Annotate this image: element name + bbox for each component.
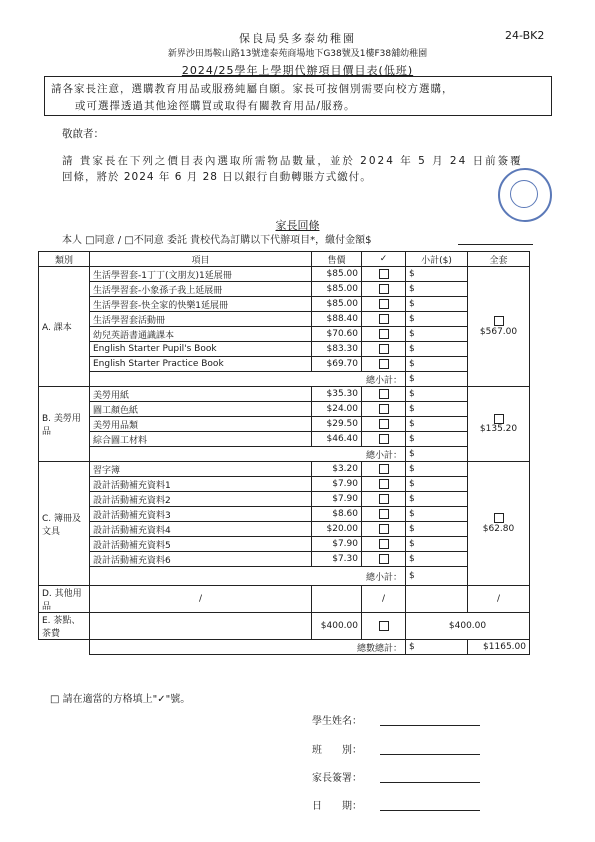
item-name: 生活學習套活動冊 — [90, 312, 312, 327]
item-price: $35.30 — [312, 387, 362, 402]
item-subtotal[interactable]: $ — [406, 297, 468, 312]
item-checkbox[interactable] — [379, 314, 389, 324]
salutation: 敬啟者： — [62, 128, 104, 140]
grand-total-row — [39, 640, 530, 655]
form-code: 24-BK2 — [505, 29, 545, 42]
other-set: / — [468, 586, 530, 613]
item-subtotal[interactable]: $ — [406, 402, 468, 417]
item-name: 圖工顏色紙 — [90, 402, 312, 417]
item-price: $85.00 — [312, 282, 362, 297]
set-checkbox[interactable] — [494, 513, 504, 523]
parent-sign-field[interactable] — [380, 781, 480, 783]
item-checkbox[interactable] — [379, 404, 389, 414]
item-checkbox[interactable] — [379, 299, 389, 309]
item-checkbox[interactable] — [379, 554, 389, 564]
item-checkbox[interactable] — [379, 419, 389, 429]
other-check: / — [362, 586, 406, 613]
tea-price: $400.00 — [312, 613, 362, 640]
table-row — [39, 522, 530, 537]
table-row — [39, 492, 530, 507]
item-price: $24.00 — [312, 402, 362, 417]
parent-sign-label: 家長簽署： — [312, 773, 362, 784]
item-subtotal[interactable]: $ — [406, 282, 468, 297]
item-price: $83.30 — [312, 342, 362, 357]
item-name: 美勞用品類 — [90, 417, 312, 432]
table-row — [39, 327, 530, 342]
subtotal-value[interactable]: $ — [406, 372, 468, 387]
table-row — [39, 357, 530, 372]
item-name: 設計活動補充資料5 — [90, 537, 312, 552]
table-row — [39, 586, 530, 613]
item-name: 習字簿 — [90, 462, 312, 477]
table-row — [39, 507, 530, 522]
school-address: 新界沙田馬鞍山路13號達泰苑商場地下G38號及1樓F38舖幼稚園 — [167, 49, 428, 59]
subtotal-label: 總小計： — [90, 447, 406, 462]
set-b[interactable] — [468, 387, 530, 462]
item-price: $69.70 — [312, 357, 362, 372]
header-set: 全套 — [468, 252, 530, 267]
tea-subtotal: $400.00 — [406, 613, 530, 640]
item-subtotal[interactable]: $ — [406, 522, 468, 537]
set-a[interactable] — [468, 267, 530, 387]
header-item: 項目 — [90, 252, 312, 267]
table-row — [39, 402, 530, 417]
amount-line[interactable] — [458, 243, 533, 245]
student-name-label: 學生姓名： — [312, 716, 362, 727]
item-name: 設計活動補充資料2 — [90, 492, 312, 507]
table-row — [39, 312, 530, 327]
table-row — [39, 297, 530, 312]
subtotal-row — [39, 447, 530, 462]
item-name: 幼兒英語書通識課本 — [90, 327, 312, 342]
category-e: E. 茶點、茶費 — [39, 613, 90, 640]
table-row — [39, 342, 530, 357]
set-price: $135.20 — [479, 424, 518, 435]
item-price: $7.90 — [312, 537, 362, 552]
item-checkbox[interactable] — [379, 494, 389, 504]
price-table — [38, 251, 530, 655]
item-checkbox[interactable] — [379, 269, 389, 279]
item-price: $8.60 — [312, 507, 362, 522]
set-c[interactable] — [468, 462, 530, 586]
item-price: $88.40 — [312, 312, 362, 327]
grand-total: $1165.00 — [468, 640, 530, 655]
notice-line-1: 請各家長注意，選購教育用品或服務純屬自願。家長可按個別需要向校方選購， — [51, 83, 454, 95]
table-row — [39, 417, 530, 432]
item-price: $85.00 — [312, 297, 362, 312]
item-checkbox[interactable] — [379, 329, 389, 339]
item-name: 設計活動補充資料1 — [90, 477, 312, 492]
category-b: B. 美勞用品 — [39, 387, 90, 462]
table-row — [39, 613, 530, 640]
subtotal-row — [39, 372, 530, 387]
subtotal-value[interactable]: $ — [406, 567, 468, 586]
item-price: $3.20 — [312, 462, 362, 477]
date-label: 日 期： — [312, 801, 362, 812]
school-stamp — [498, 168, 552, 222]
item-price: $20.00 — [312, 522, 362, 537]
student-name-field[interactable] — [380, 724, 480, 726]
subtotal-value[interactable]: $ — [406, 447, 468, 462]
class-label: 班 別： — [312, 745, 362, 756]
item-name: 綜合圖工材料 — [90, 432, 312, 447]
item-subtotal[interactable]: $ — [406, 327, 468, 342]
item-checkbox[interactable] — [379, 434, 389, 444]
item-name: English Starter Practice Book — [90, 357, 312, 372]
subtotal-label: 總小計： — [90, 372, 406, 387]
item-name: English Starter Pupil's Book — [90, 342, 312, 357]
school-name: 保良局吳多泰幼稚園 — [239, 32, 356, 45]
item-checkbox[interactable] — [379, 539, 389, 549]
table-row — [39, 477, 530, 492]
item-subtotal[interactable]: $ — [406, 432, 468, 447]
item-name: 生活學習套-小象孫子我上延展冊 — [90, 282, 312, 297]
item-name: 美勞用紙 — [90, 387, 312, 402]
item-checkbox[interactable] — [379, 359, 389, 369]
item-subtotal[interactable]: $ — [406, 462, 468, 477]
table-row — [39, 387, 530, 402]
item-name: 生活學習套-1丁丁(文朋友)1延展冊 — [90, 267, 312, 282]
other-item: / — [90, 586, 312, 613]
category-a: A. 課本 — [39, 267, 90, 387]
header-price: 售價 — [312, 252, 362, 267]
table-row — [39, 552, 530, 567]
item-price: $85.00 — [312, 267, 362, 282]
item-subtotal[interactable]: $ — [406, 267, 468, 282]
category-c: C. 簿冊及文具 — [39, 462, 90, 586]
item-subtotal[interactable]: $ — [406, 537, 468, 552]
item-price: $29.50 — [312, 417, 362, 432]
date-field[interactable] — [380, 809, 480, 811]
grand-total-dollar: $ — [406, 640, 468, 655]
item-subtotal[interactable]: $ — [406, 357, 468, 372]
set-price: $62.80 — [482, 523, 515, 534]
item-subtotal[interactable]: $ — [406, 492, 468, 507]
header-check: ✓ — [362, 252, 406, 267]
tea-checkbox[interactable] — [379, 621, 389, 631]
item-price: $7.30 — [312, 552, 362, 567]
item-price: $46.40 — [312, 432, 362, 447]
page-title: 2024/25學年上學期代辦項目價目表(低班) — [181, 64, 414, 77]
item-price: $70.60 — [312, 327, 362, 342]
table-row — [39, 267, 530, 282]
class-field[interactable] — [380, 753, 480, 755]
table-header — [39, 252, 530, 267]
consent-line[interactable]: 本人 □同意 / □不同意 委託 貴校代為訂購以下代辦項目*，繳付金額$ — [62, 235, 372, 246]
item-subtotal[interactable]: $ — [406, 507, 468, 522]
notice-line-2: 或可選擇透過其他途徑購買或取得有關教育用品/服務。 — [75, 100, 356, 112]
item-checkbox[interactable] — [379, 344, 389, 354]
table-row — [39, 537, 530, 552]
header-subtotal: 小計($) — [406, 252, 468, 267]
table-row — [39, 462, 530, 477]
item-checkbox[interactable] — [379, 284, 389, 294]
grand-total-label: 總數總計： — [90, 640, 406, 655]
item-subtotal[interactable]: $ — [406, 552, 468, 567]
notice-box — [44, 76, 552, 116]
letter-line-2: 回條，將於 2024 年 6 月 28 日以銀行自動轉賬方式繳付。 — [62, 171, 372, 183]
subtotal-label: 總小計： — [90, 567, 406, 586]
item-name: 設計活動補充資料4 — [90, 522, 312, 537]
item-subtotal[interactable]: $ — [406, 477, 468, 492]
set-price: $567.00 — [479, 326, 518, 337]
item-checkbox[interactable] — [379, 464, 389, 474]
item-name: 設計活動補充資料3 — [90, 507, 312, 522]
item-price: $7.90 — [312, 477, 362, 492]
item-price: $7.90 — [312, 492, 362, 507]
item-subtotal[interactable]: $ — [406, 417, 468, 432]
header-category: 類別 — [39, 252, 90, 267]
table-row — [39, 282, 530, 297]
item-name: 設計活動補充資料6 — [90, 552, 312, 567]
item-subtotal[interactable]: $ — [406, 342, 468, 357]
reply-title: 家長回條 — [275, 219, 320, 232]
table-row — [39, 432, 530, 447]
item-subtotal[interactable]: $ — [406, 312, 468, 327]
subtotal-row — [39, 567, 530, 586]
item-checkbox[interactable] — [379, 509, 389, 519]
tick-instruction: □ 請在適當的方格填上"✓"號。 — [50, 694, 191, 705]
set-checkbox[interactable] — [494, 414, 504, 424]
item-checkbox[interactable] — [379, 479, 389, 489]
category-d: D. 其他用品 — [39, 586, 90, 613]
item-name: 生活學習套-快全家的快樂1延展冊 — [90, 297, 312, 312]
item-checkbox[interactable] — [379, 389, 389, 399]
letter-line-1: 請 貴家長在下列之價目表內選取所需物品數量，並於 2024 年 5 月 24 日前簽覆 — [62, 155, 523, 167]
set-checkbox[interactable] — [494, 316, 504, 326]
item-checkbox[interactable] — [379, 524, 389, 534]
item-subtotal[interactable]: $ — [406, 387, 468, 402]
